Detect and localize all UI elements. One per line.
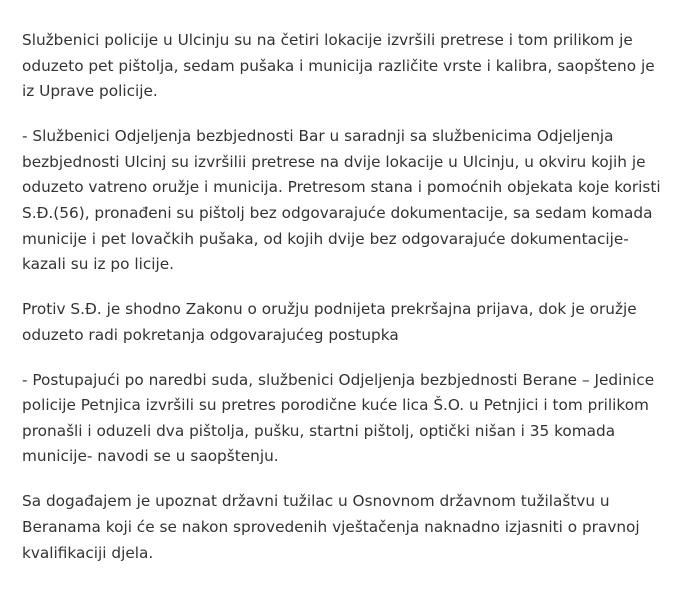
paragraph-3: Protiv S.Đ. je shodno Zakonu o oružju podnijeta prekršajna prijava, dok je oružje oduzeto radi pokretanja odgovarajućeg postupka bbox=[22, 300, 637, 344]
paragraph-5: Sa događajem je upoznat državni tužilac u Osnovnom državnom tužilaštvu u Beranama koji će se nakon sprovedenih vještačenja naknadno izjasniti o pravnoj kvalifikaciji djela. bbox=[22, 492, 640, 562]
paragraph-4: - Postupajući po naredbi suda, službenici Odjeljenja bezbjednosti Berane – Jedinice policije Petnjica izvršili su pretres porodične kuće lica Š.O. u Petnjici i tom prilikom pronašli i oduzeli dva pištolja, pušku, startni pištolj, optički nišan i 35 komada municije- navodi se u saopštenju. bbox=[22, 370, 655, 466]
paragraph-1: Službenici policije u Ulcinju su na četiri lokacije izvršili pretrese i tom prilikom je oduzeto pet pištolja, sedam pušaka i municija različite vrste i kalibra, saopšteno je iz Uprave policije. bbox=[22, 31, 655, 101]
article-body bbox=[22, 28, 664, 566]
paragraph-2: - Službenici Odjeljenja bezbjednosti Bar u saradnji sa službenicima Odjeljenja bezbjednosti Ulcinj su izvršilii pretrese na dvije lokacije u Ulcinju, u okviru kojih je oduzeto vatreno oružje i municija. Pretresom stana i pomoćnih objekata koje koristi S.Đ.(56), pronađeni su pištolj bez odgovarajuće dokumentacije, sa sedam komada municije i pet lovačkih pušaka, od kojih dvije bez odgovarajuće dokumentacije- kazali su iz po licije. bbox=[22, 127, 661, 274]
